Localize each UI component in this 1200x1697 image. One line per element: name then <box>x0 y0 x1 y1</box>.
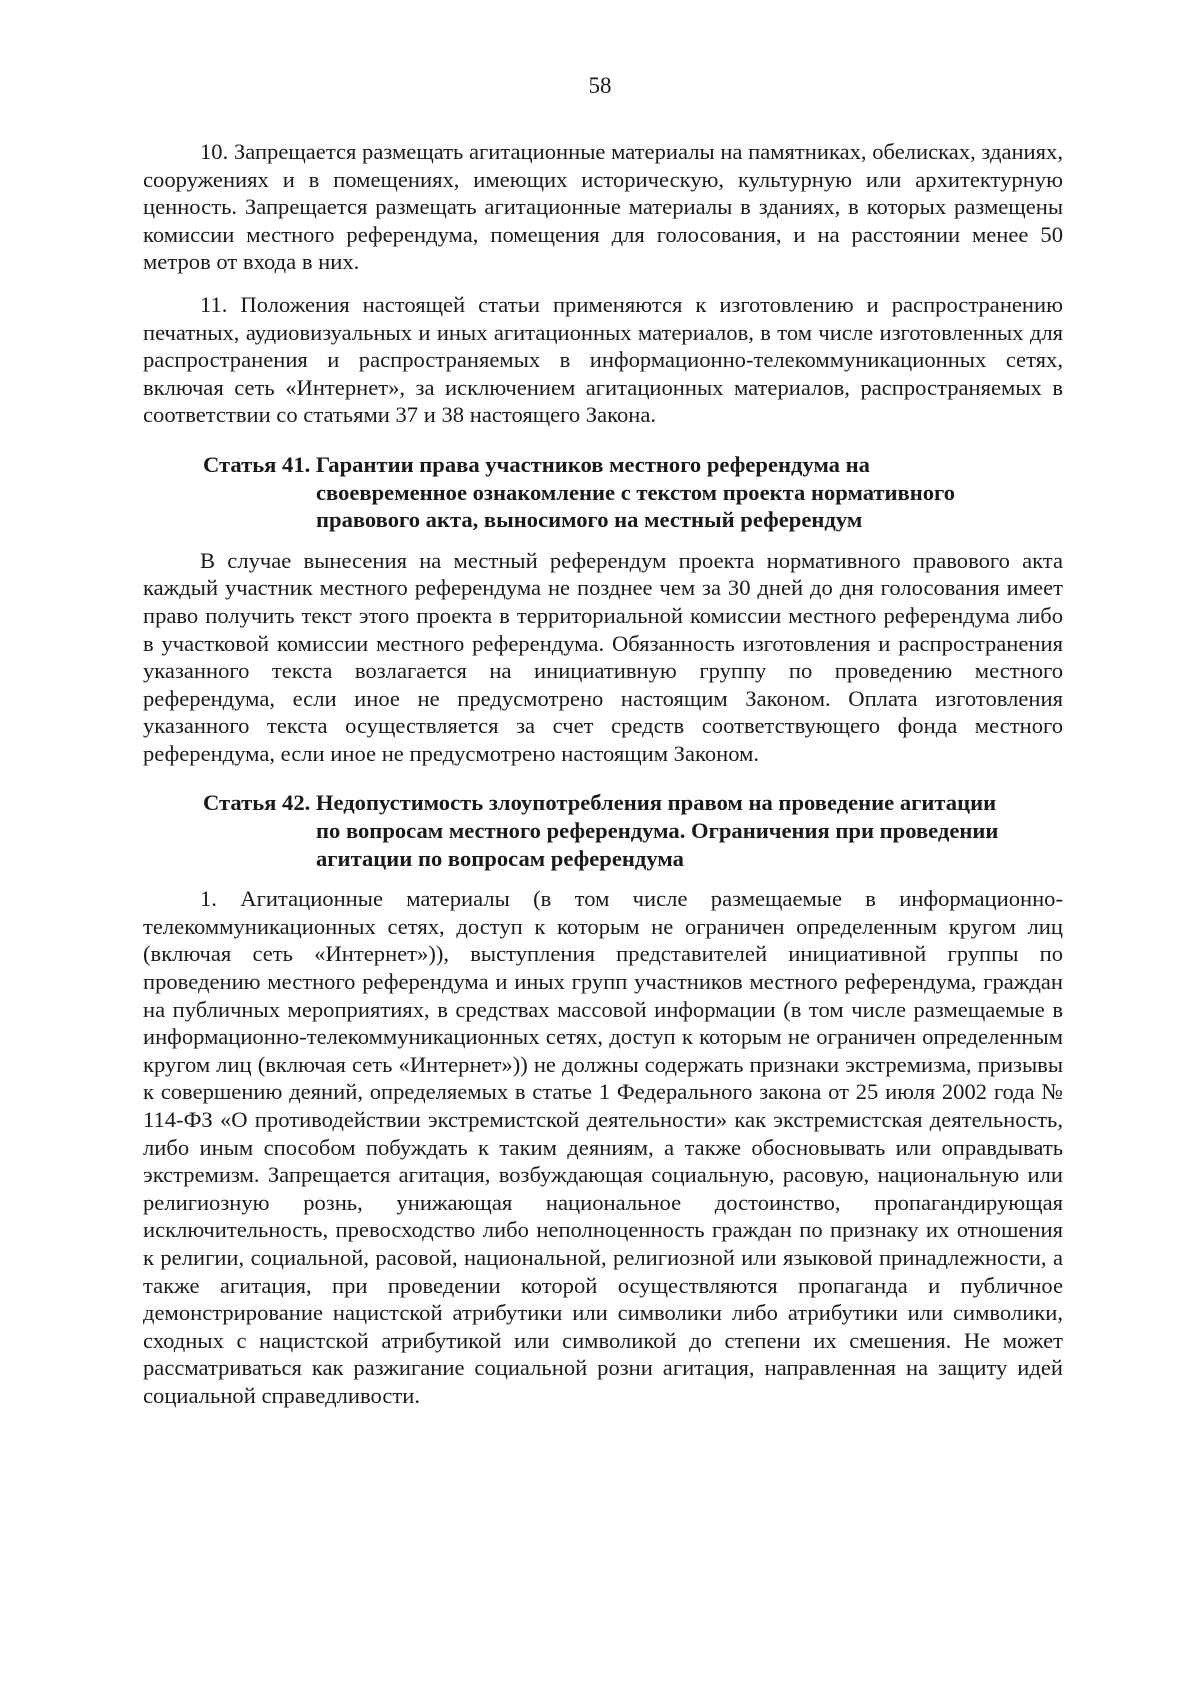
article-41-heading-line-2: своевременное ознакомление с текстом проекта нормативного <box>316 479 956 505</box>
article-42-body: 1. Агитационные материалы (в том числе размещаемые в информационно-телекоммуникационных сетях, доступ к которым не ограничен определенным кругом лиц (включая сеть «Интернет»)), выступления представителей инициативной группы по проведению местного референдума и иных групп участников местного референдума, граждан на публичных мероприятиях, в средствах массовой информации (в том числе размещаемые в информационно-телекоммуникационных сетях, доступ к которым не ограничен определенным кругом лиц (включая сеть «Интернет»)) не должны содержать признаки экстремизма, призывы к совершению деяний, определяемых в статье 1 Федерального закона от 25 июля 2002 года № 114-ФЗ «О противодействии экстремистской деятельности» как экстремистская деятельность, либо иным способом побуждать к таким деяниям, а также обосновывать или оправдывать экстремизм. Запрещается агитация, возбуждающая социальную, расовую, национальную или религиозную рознь, унижающая национальное достоинство, пропагандирующая исключительность, превосходство либо неполноценность граждан по признаку их отношения к религии, социальной, расовой, национальной, религиозной или языковой принадлежности, а также агитация, при проведении которой осуществляются пропаганда и публичное демонстрирование нацистской атрибутики или символики либо атрибутики или символики, сходных с нацистской атрибутикой или символикой до степени их смешения. Не может рассматриваться как разжигание социальной розни агитация, направленная на защиту идей социальной справедливости. <box>143 886 1063 1408</box>
article-42-heading-line-1: Статья 42. Недопустимость злоупотребления правом на проведение агитации <box>203 790 997 816</box>
article-41-body: В случае вынесения на местный референдум проекта нормативного правового акта каждый участник местного референдума не позднее чем за 30 дней до дня голосования имеет право получить текст этого проекта в территориальной комиссии местного референдума либо в участковой комиссии местного референдума. Обязанность изготовления и распространения указанного текста возлагается на инициативную группу по проведению местного референдума, если иное не предусмотрено настоящим Законом. Оплата изготовления указанного текста осуществляется за счет средств соответствующего фонда местного референдума, если иное не предусмотрено настоящим Законом. <box>143 547 1063 766</box>
article-41-heading-line-3: правового акта, выносимого на местный референдум <box>316 507 863 533</box>
page-number: 58 <box>588 73 612 98</box>
page-content <box>143 138 1063 1410</box>
paragraph-10: 10. Запрещается размещать агитационные материалы на памятниках, обелисках, зданиях, сооружениях и в помещениях, имеющих историческую, культурную или архитектурную ценность. Запрещается размещать агитационные материалы в зданиях, в которых размещены комиссии местного референдума, помещения для голосования, и на расстоянии менее 50 метров от входа в них. <box>143 139 1063 275</box>
article-41-heading-line-1: Статья 41. Гарантии права участников местного референдума на <box>203 451 870 477</box>
article-41-heading <box>143 451 1063 534</box>
article-42-heading-line-3: агитации по вопросам референдума <box>316 845 684 871</box>
article-42-heading-line-2: по вопросам местного референдума. Ограничения при проведении <box>316 818 999 844</box>
article-42-heading <box>143 789 1063 872</box>
paragraph-11: 11. Положения настоящей статьи применяются к изготовлению и распространению печатных, аудиовизуальных и иных агитационных материалов, в том числе изготовленных для распространения и распространяемых в информационно-телекоммуникационных сетях, включая сеть «Интернет», за исключением агитационных материалов, распространяемых в соответствии со статьями 37 и 38 настоящего Закона. <box>143 291 1063 428</box>
